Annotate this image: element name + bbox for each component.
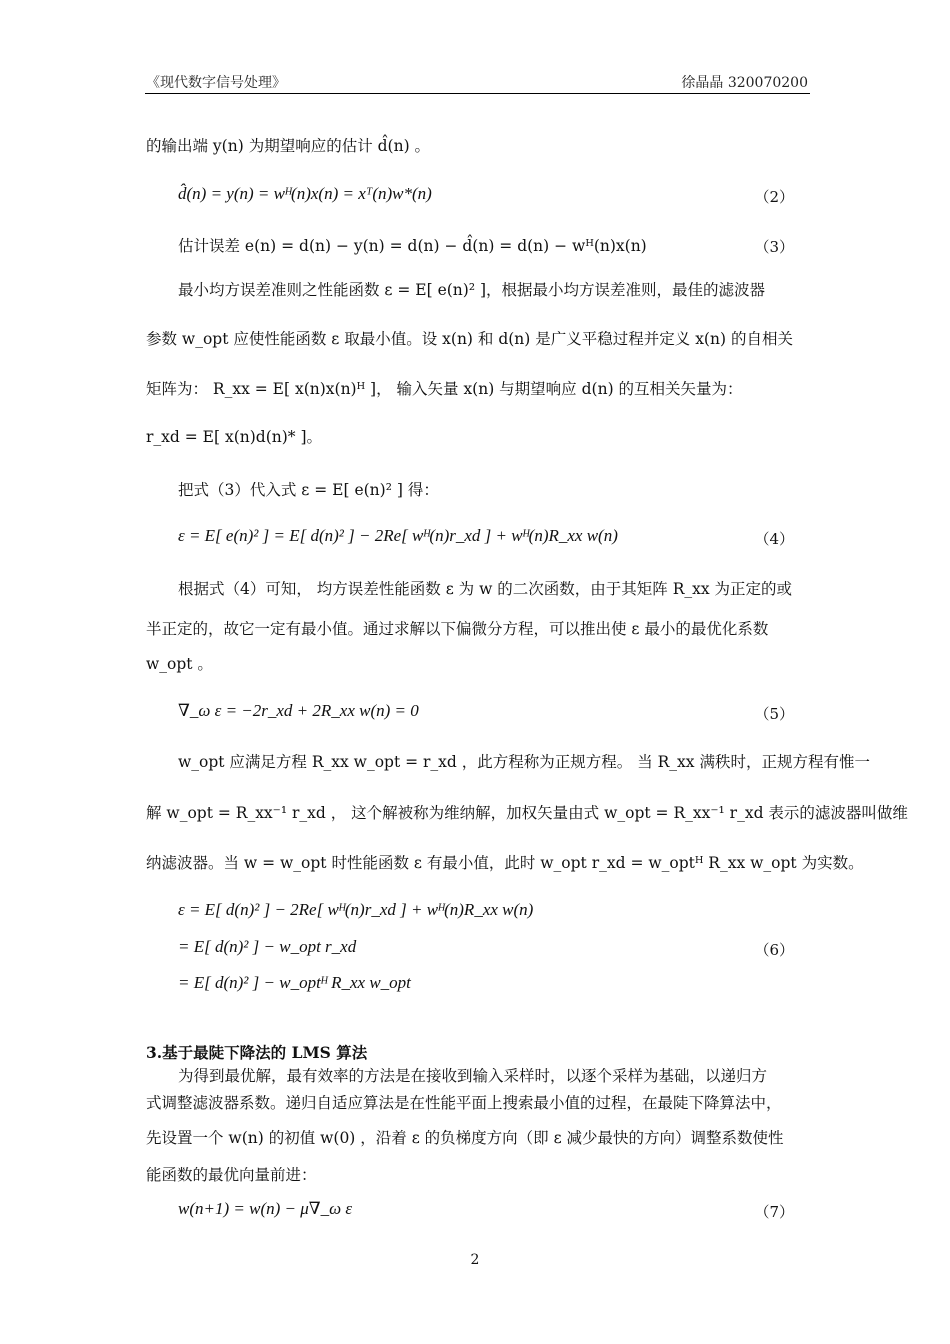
text-line: 半正定的，故它一定有最小值。通过求解以下偏微分方程，可以推出使 ε 最小的最优化系数 [146, 620, 769, 638]
equation-2: d̂(n) = y(n) = wᴴ(n)x(n) = xᵀ(n)w*(n) [178, 184, 432, 203]
eq-number: （3） [754, 238, 794, 256]
text-line: 先设置一个 w(n) 的初值 w(0) ，沿着 ε 的负梯度方向（即 ε 减少最快的方向）调整系数使性 [146, 1129, 784, 1147]
page-number: 2 [470, 1252, 480, 1268]
equation-4: ε = E[ e(n)² ] = E[ d(n)² ] − 2Re[ wᴴ(n)r_xd ] + wᴴ(n)R_xx w(n) [178, 526, 618, 545]
text-line: 能函数的最优向量前进： [146, 1166, 317, 1184]
eq-number: （4） [754, 530, 794, 548]
text-line: w_opt 应满足方程 R_xx w_opt = r_xd ，此方程称为正规方程。 当 R_xx 满秩时，正规方程有惟一 [178, 753, 870, 771]
eq-number: （6） [754, 941, 794, 959]
text-line: 矩阵为： R_xx = E[ x(n)x(n)ᴴ ]， 输入矢量 x(n) 与期望响应 d(n) 的互相关矢量为： [146, 380, 743, 398]
eq-number: （5） [754, 705, 794, 723]
text-line: 式调整滤波器系数。递归自适应算法是在性能平面上搜索最小值的过程，在最陡下降算法中， [146, 1094, 782, 1112]
equation-7: w(n+1) = w(n) − μ∇_ω ε [178, 1199, 353, 1218]
section-heading: 3.基于最陡下降法的 LMS 算法 [146, 1043, 368, 1062]
text-line: 最小均方误差准则之性能函数 ε = E[ e(n)² ]，根据最小均方误差准则，最佳的滤波器 [178, 281, 766, 299]
text-line: 根据式（4）可知， 均方误差性能函数 ε 为 w 的二次函数，由于其矩阵 R_xx 为正定的或 [178, 580, 793, 598]
text-line: 把式（3）代入式 ε = E[ e(n)² ] 得： [178, 481, 439, 499]
text-line: 解 w_opt = R_xx⁻¹ r_xd ， 这个解被称为维纳解，加权矢量由式 w_opt = R_xx⁻¹ r_xd 表示的滤波器叫做维 [146, 804, 908, 822]
header-rule [145, 93, 810, 94]
eq-number: （7） [754, 1203, 794, 1221]
text-line: r_xd = E[ x(n)d(n)* ]。 [146, 428, 322, 446]
text-line: 的输出端 y(n) 为期望响应的估计 d̂(n) 。 [146, 137, 431, 155]
equation-6-line-2: = E[ d(n)² ] − w_opt r_xd [178, 937, 357, 956]
header-title: 《现代数字信号处理》 [146, 75, 286, 91]
header-author: 徐晶晶 320070200 [681, 75, 808, 91]
equation-5: ∇_ω ε = −2r_xd + 2R_xx w(n) = 0 [178, 701, 419, 720]
equation-6-line-1: ε = E[ d(n)² ] − 2Re[ wᴴ(n)r_xd ] + wᴴ(n)R_xx w(n) [178, 900, 534, 919]
text-line: 为得到最优解，最有效率的方法是在接收到输入采样时，以逐个采样为基础，以递归方 [178, 1067, 768, 1085]
equation-3: 估计误差 e(n) = d(n) − y(n) = d(n) − d̂(n) = d(n) − wᴴ(n)x(n) [178, 237, 647, 255]
text-line: 纳滤波器。当 w = w_opt 时性能函数 ε 有最小值，此时 w_opt r_xd = w_optᴴ R_xx w_opt 为实数。 [146, 854, 864, 872]
equation-6-line-3: = E[ d(n)² ] − w_optᴴ R_xx w_opt [178, 973, 411, 992]
text-line: 参数 w_opt 应使性能函数 ε 取最小值。设 x(n) 和 d(n) 是广义平稳过程并定义 x(n) 的自相关 [146, 330, 793, 348]
eq-number: （2） [754, 188, 794, 206]
text-line: w_opt 。 [146, 655, 213, 673]
